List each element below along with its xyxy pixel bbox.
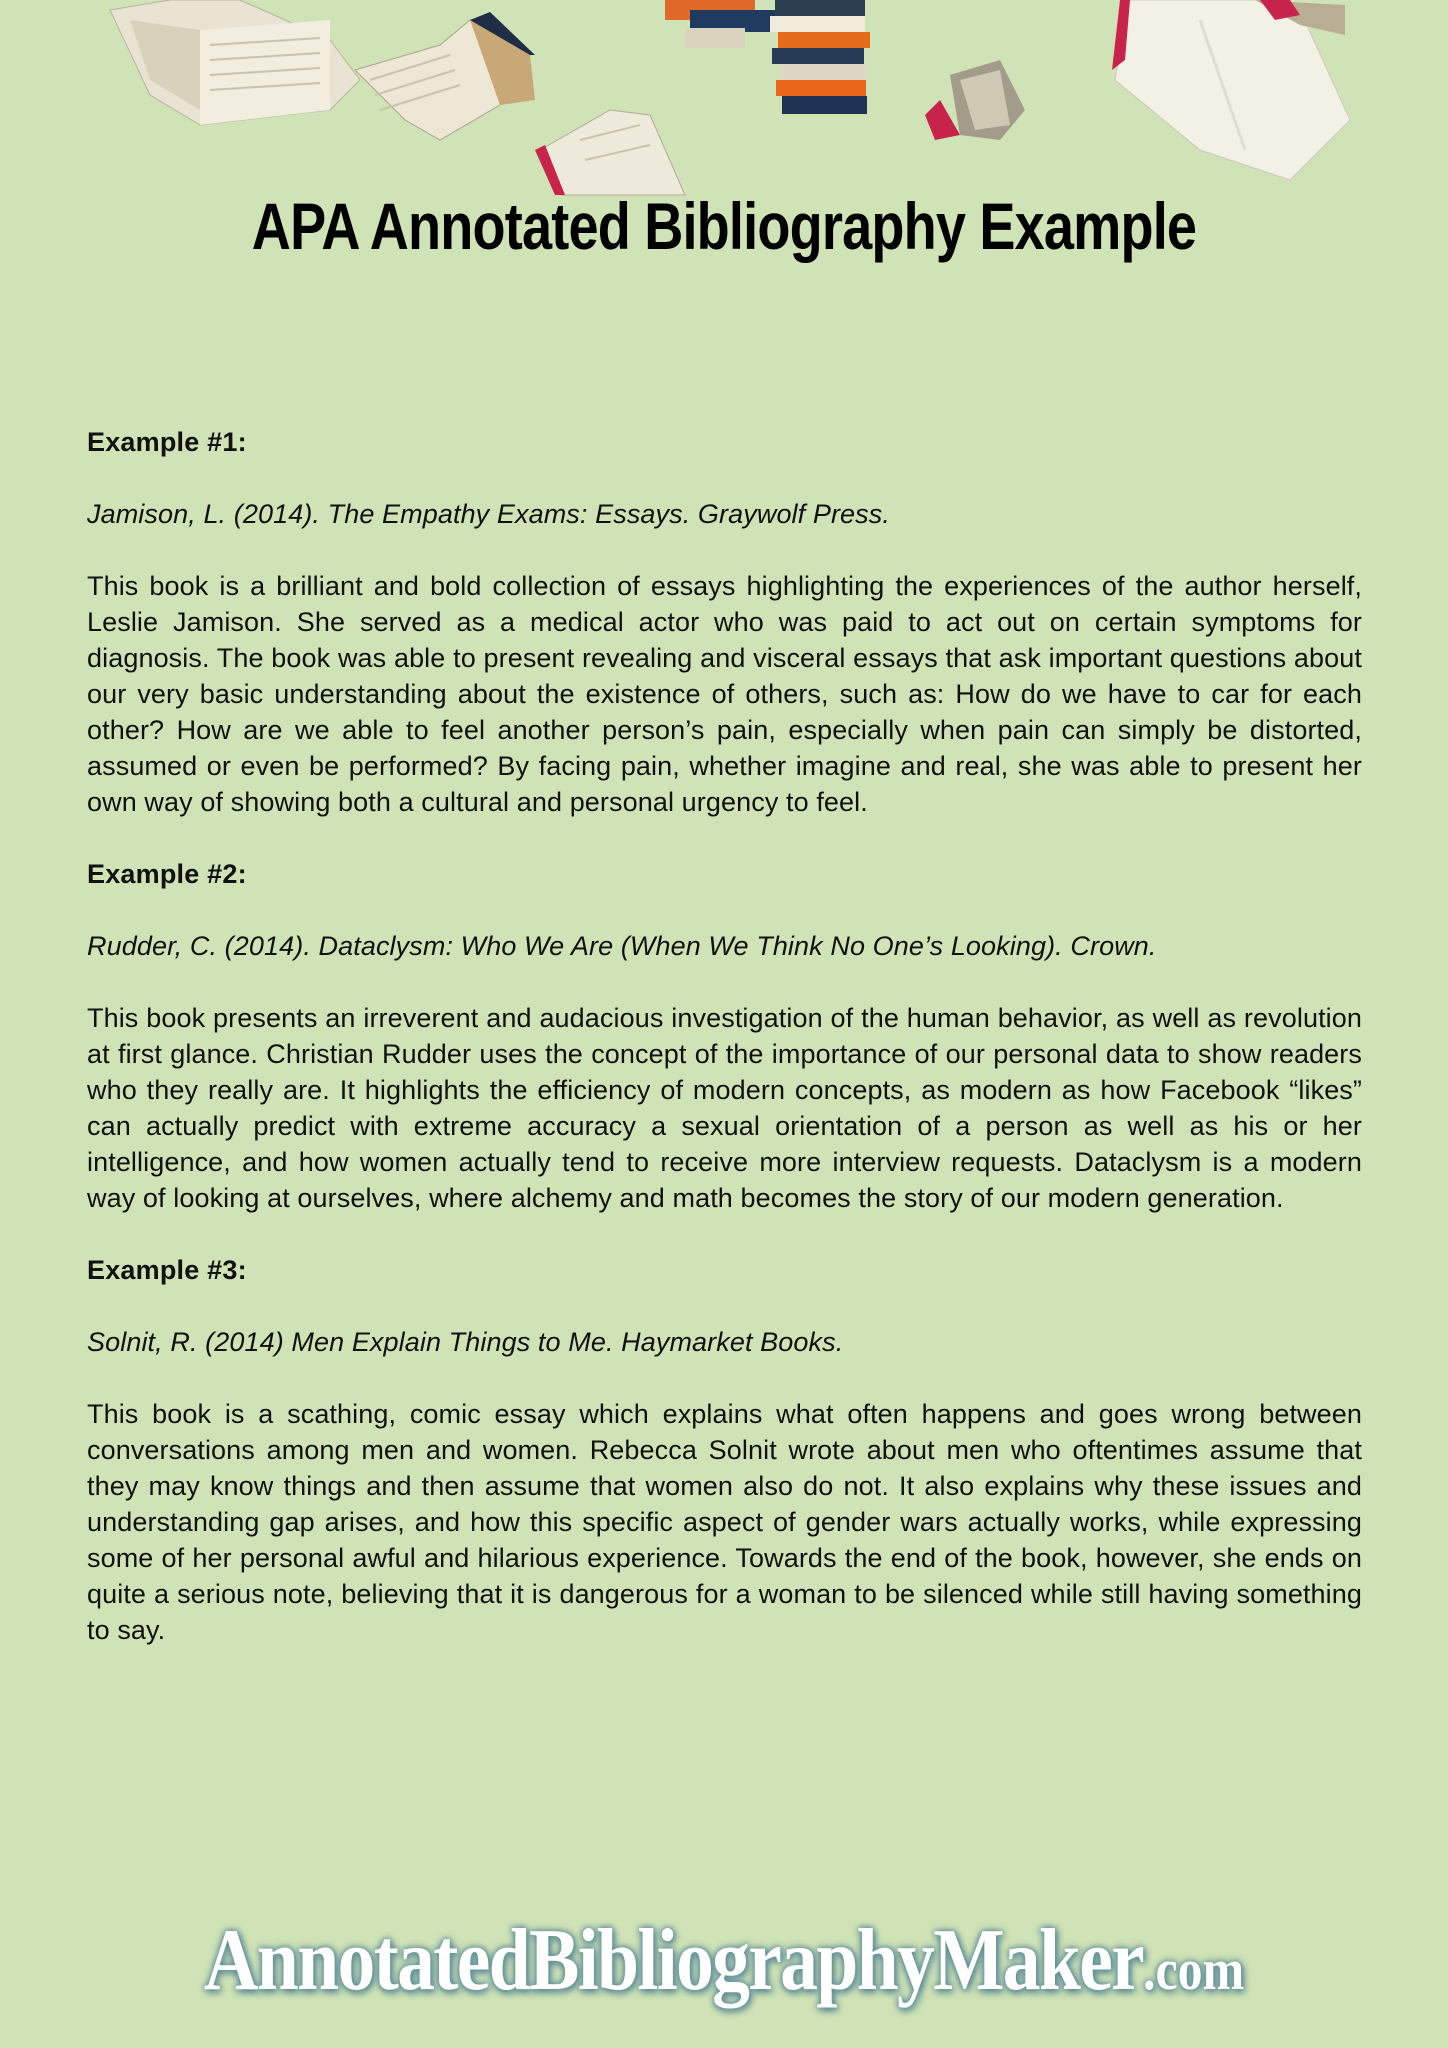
annotation-paragraph: This book is a brilliant and bold collection of essays highlighting the experiences of the author herself, Leslie Jamison. She served as a medical actor who was paid to act out on certain symptoms for diagnosis. The book was able to present revealing and visceral essays that ask important questions about our very basic understanding about the existence of others, such as: How do we have to car for each other? How are we able to feel another person’s pain, especially when pain can simply be distorted, assumed or even be performed? By facing pain, whether imagine and real, she was able to present her own way of showing both a cultural and personal urgency to feel. — [87, 571, 1362, 817]
citation: Solnit, R. (2014) Men Explain Things to Me. Haymarket Books. — [87, 1327, 844, 1357]
example-heading: Example #1: — [87, 427, 247, 457]
book-illustration — [1112, 0, 1350, 180]
citation: Jamison, L. (2014). The Empathy Exams: Essays. Graywolf Press. — [87, 499, 890, 529]
bibliography-entry-2 — [87, 856, 1362, 1216]
bibliography-content — [87, 424, 1362, 1684]
book-illustration — [110, 0, 360, 125]
annotation-paragraph: This book presents an irreverent and audacious investigation of the human behavior, as well as revolution at first glance. Christian Rudder uses the concept of the importance of our personal data to show readers who they really are. It highlights the efficiency of modern concepts, as modern as how Facebook “likes” can actually predict with extreme accuracy a sexual orientation of a person as well as his or her intelligence, and how women actually tend to receive more interview requests. Dataclysm is a modern way of looking at ourselves, where alchemy and math becomes the story of our modern generation. — [87, 1003, 1362, 1213]
book-illustration — [925, 60, 1025, 140]
bibliography-entry-1 — [87, 424, 1362, 820]
book-stack-illustration — [770, 0, 870, 114]
falling-books-illustration — [0, 0, 1448, 200]
example-heading: Example #3: — [87, 1255, 247, 1285]
brand-name: AnnotatedBibliographyMaker — [203, 1912, 1144, 2009]
book-illustration — [535, 110, 685, 195]
example-heading: Example #2: — [87, 859, 247, 889]
site-brand-logo — [101, 1910, 1346, 2011]
annotation-paragraph: This book is a scathing, comic essay which explains what often happens and goes wrong between conversations among men and women. Rebecca Solnit wrote about men who oftentimes assume that they may know things and then assume that women also do not. It also explains why these issues and understanding gap arises, and how this specific aspect of gender wars actually works, while expressing some of her personal awful and hilarious experience. Towards the end of the book, however, she ends on quite a serious note, believing that it is dangerous for a woman to be silenced while still having something to say. — [87, 1399, 1362, 1645]
page-title: APA Annotated Bibliography Example — [251, 189, 1197, 263]
citation: Rudder, C. (2014). Dataclysm: Who We Are (When We Think No One’s Looking). Crown. — [87, 931, 1157, 961]
bibliography-entry-3 — [87, 1252, 1362, 1648]
book-illustration — [355, 12, 535, 140]
book-stack-illustration — [665, 0, 775, 48]
brand-tld: .com — [1143, 1937, 1245, 2002]
